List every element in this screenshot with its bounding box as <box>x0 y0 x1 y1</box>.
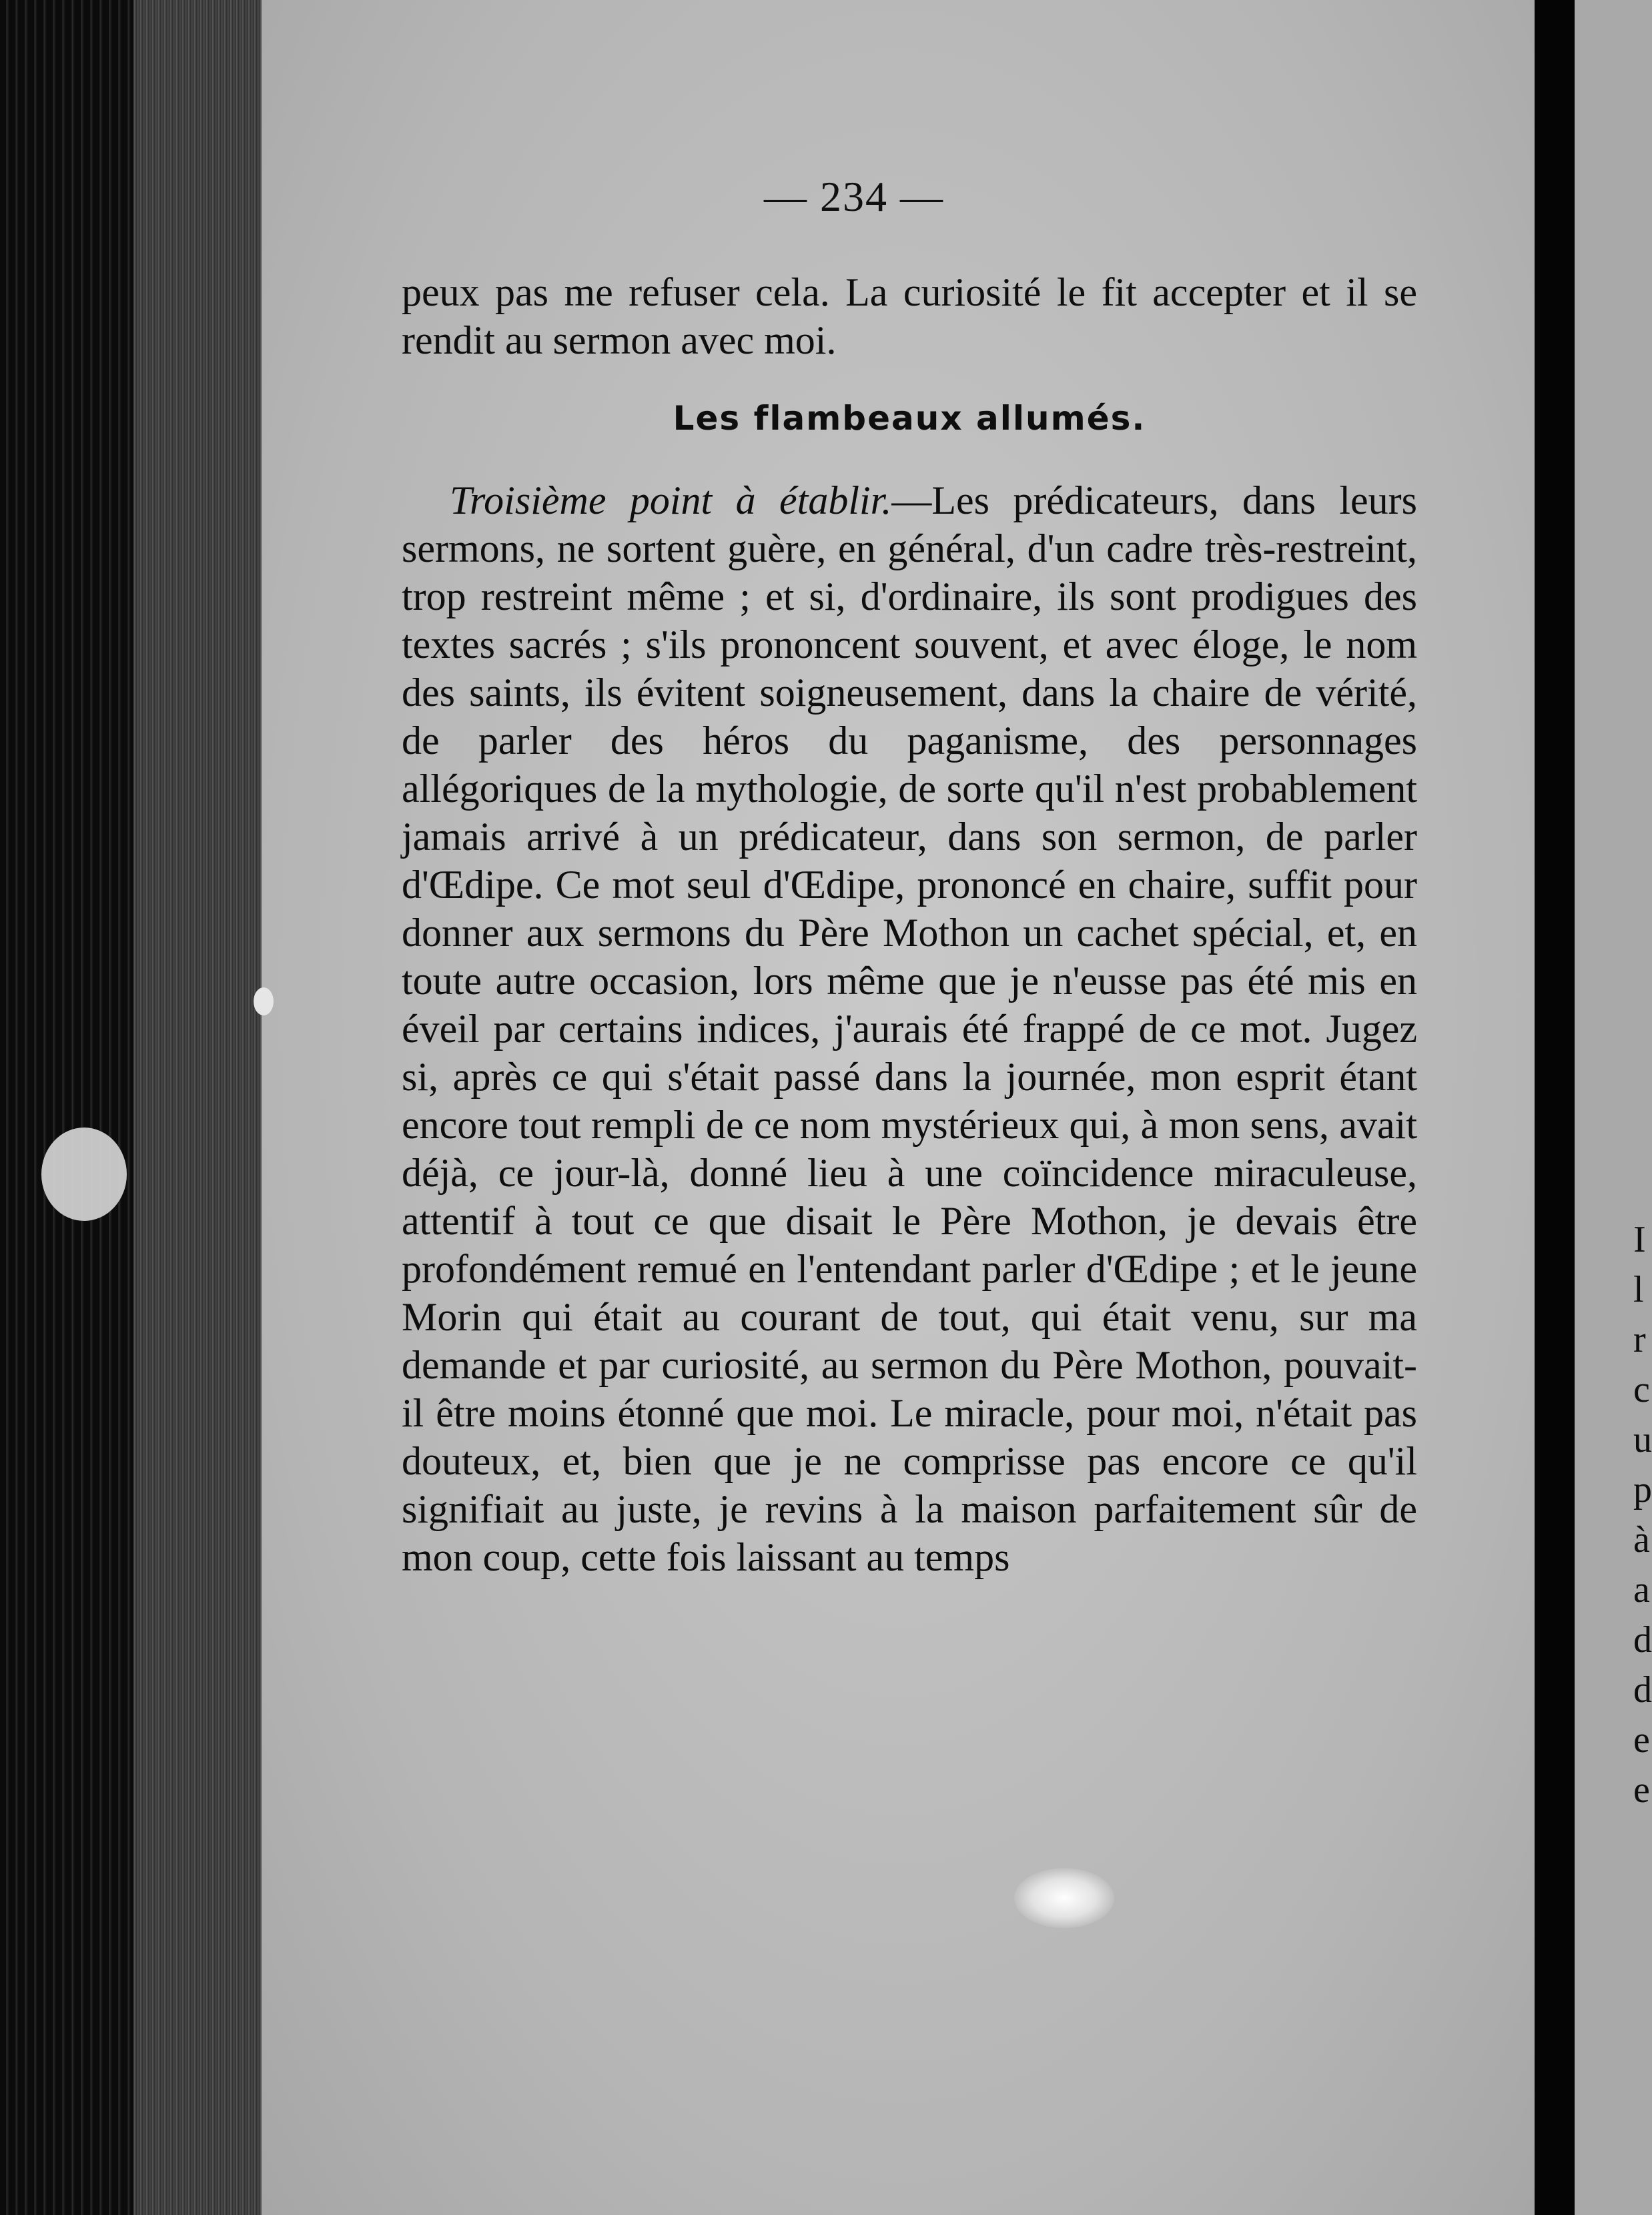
page-number: — 234 — <box>764 173 944 220</box>
paragraph-continuation: peux pas me refuser cela. La curiosité le fit accepter et il se rendit au sermon avec moi. <box>402 270 1417 362</box>
paper-stain <box>41 1128 127 1221</box>
next-page-fragment: p <box>1633 1469 1652 1510</box>
next-page-fragment: à <box>1633 1519 1650 1561</box>
next-page-fragment: e <box>1633 1719 1650 1761</box>
paper-speck <box>254 987 274 1015</box>
next-page-fragment: d <box>1633 1619 1652 1661</box>
page-gutter <box>1535 0 1575 2215</box>
page-body <box>402 268 1417 1581</box>
next-page-fragment: c <box>1633 1369 1650 1410</box>
next-page-sliver <box>1575 0 1652 2215</box>
paragraph-lead: Troisième point à établir. <box>450 478 892 522</box>
page-edges <box>133 0 267 2215</box>
next-page-fragment: e <box>1633 1769 1650 1811</box>
paragraph-main <box>402 476 1417 1581</box>
next-page-fragment: I <box>1633 1219 1646 1260</box>
next-page-fragment: a <box>1633 1569 1650 1611</box>
paragraph-body: —Les prédicateurs, dans leurs sermons, ne sortent guère, en général, d'un cadre très-restreint, trop restreint même ; et si, d'ordinaire, ils sont prodigues des textes sacrés ; s'ils prononcent souvent, et avec éloge, le nom des saints, ils évitent soigneusement, dans la chaire de vérité, de parler des héros du paganisme, des personnages allégoriques de la mythologie, de sorte qu'il n'est probablement jamais arrivé à un prédicateur, dans son sermon, de parler d'Œdipe. Ce mot seul d'Œdipe, prononcé en chaire, suffit pour donner aux sermons du Père Mothon un cachet spécial, et, en toute autre occasion, lors même que je n'eusse pas été mis en éveil par certains indices, j'aurais été frappé de ce mot. Jugez si, après ce qui s'était passé dans la journée, mon esprit étant encore tout rempli de ce nom mystérieux qui, à mon sens, avait déjà, ce jour-là, donné lieu à une coïncidence miraculeuse, attentif à tout ce que disait le Père Mothon, je devais être profondément remué en l'entendant parler d'Œdipe ; et le jeune Morin qui était au courant de tout, qui était venu, sur ma demande et par curiosité, au sermon du Père Mothon, pouvait-il être moins étonné que moi. Le miracle, pour moi, n'était pas douteux, et, bien que je ne comprisse pas encore ce qu'il signifiait au juste, je revins à la maison parfaitement sûr de mon coup, cette fois laissant au temps <box>402 478 1417 1579</box>
next-page-fragment: l <box>1633 1269 1644 1310</box>
next-page-fragment: d <box>1633 1669 1652 1711</box>
scan-flare <box>1014 1868 1114 1928</box>
next-page-fragment: u <box>1633 1419 1652 1460</box>
section-heading: Les flambeaux allumés. <box>673 399 1146 438</box>
next-page-fragment: r <box>1633 1319 1646 1360</box>
